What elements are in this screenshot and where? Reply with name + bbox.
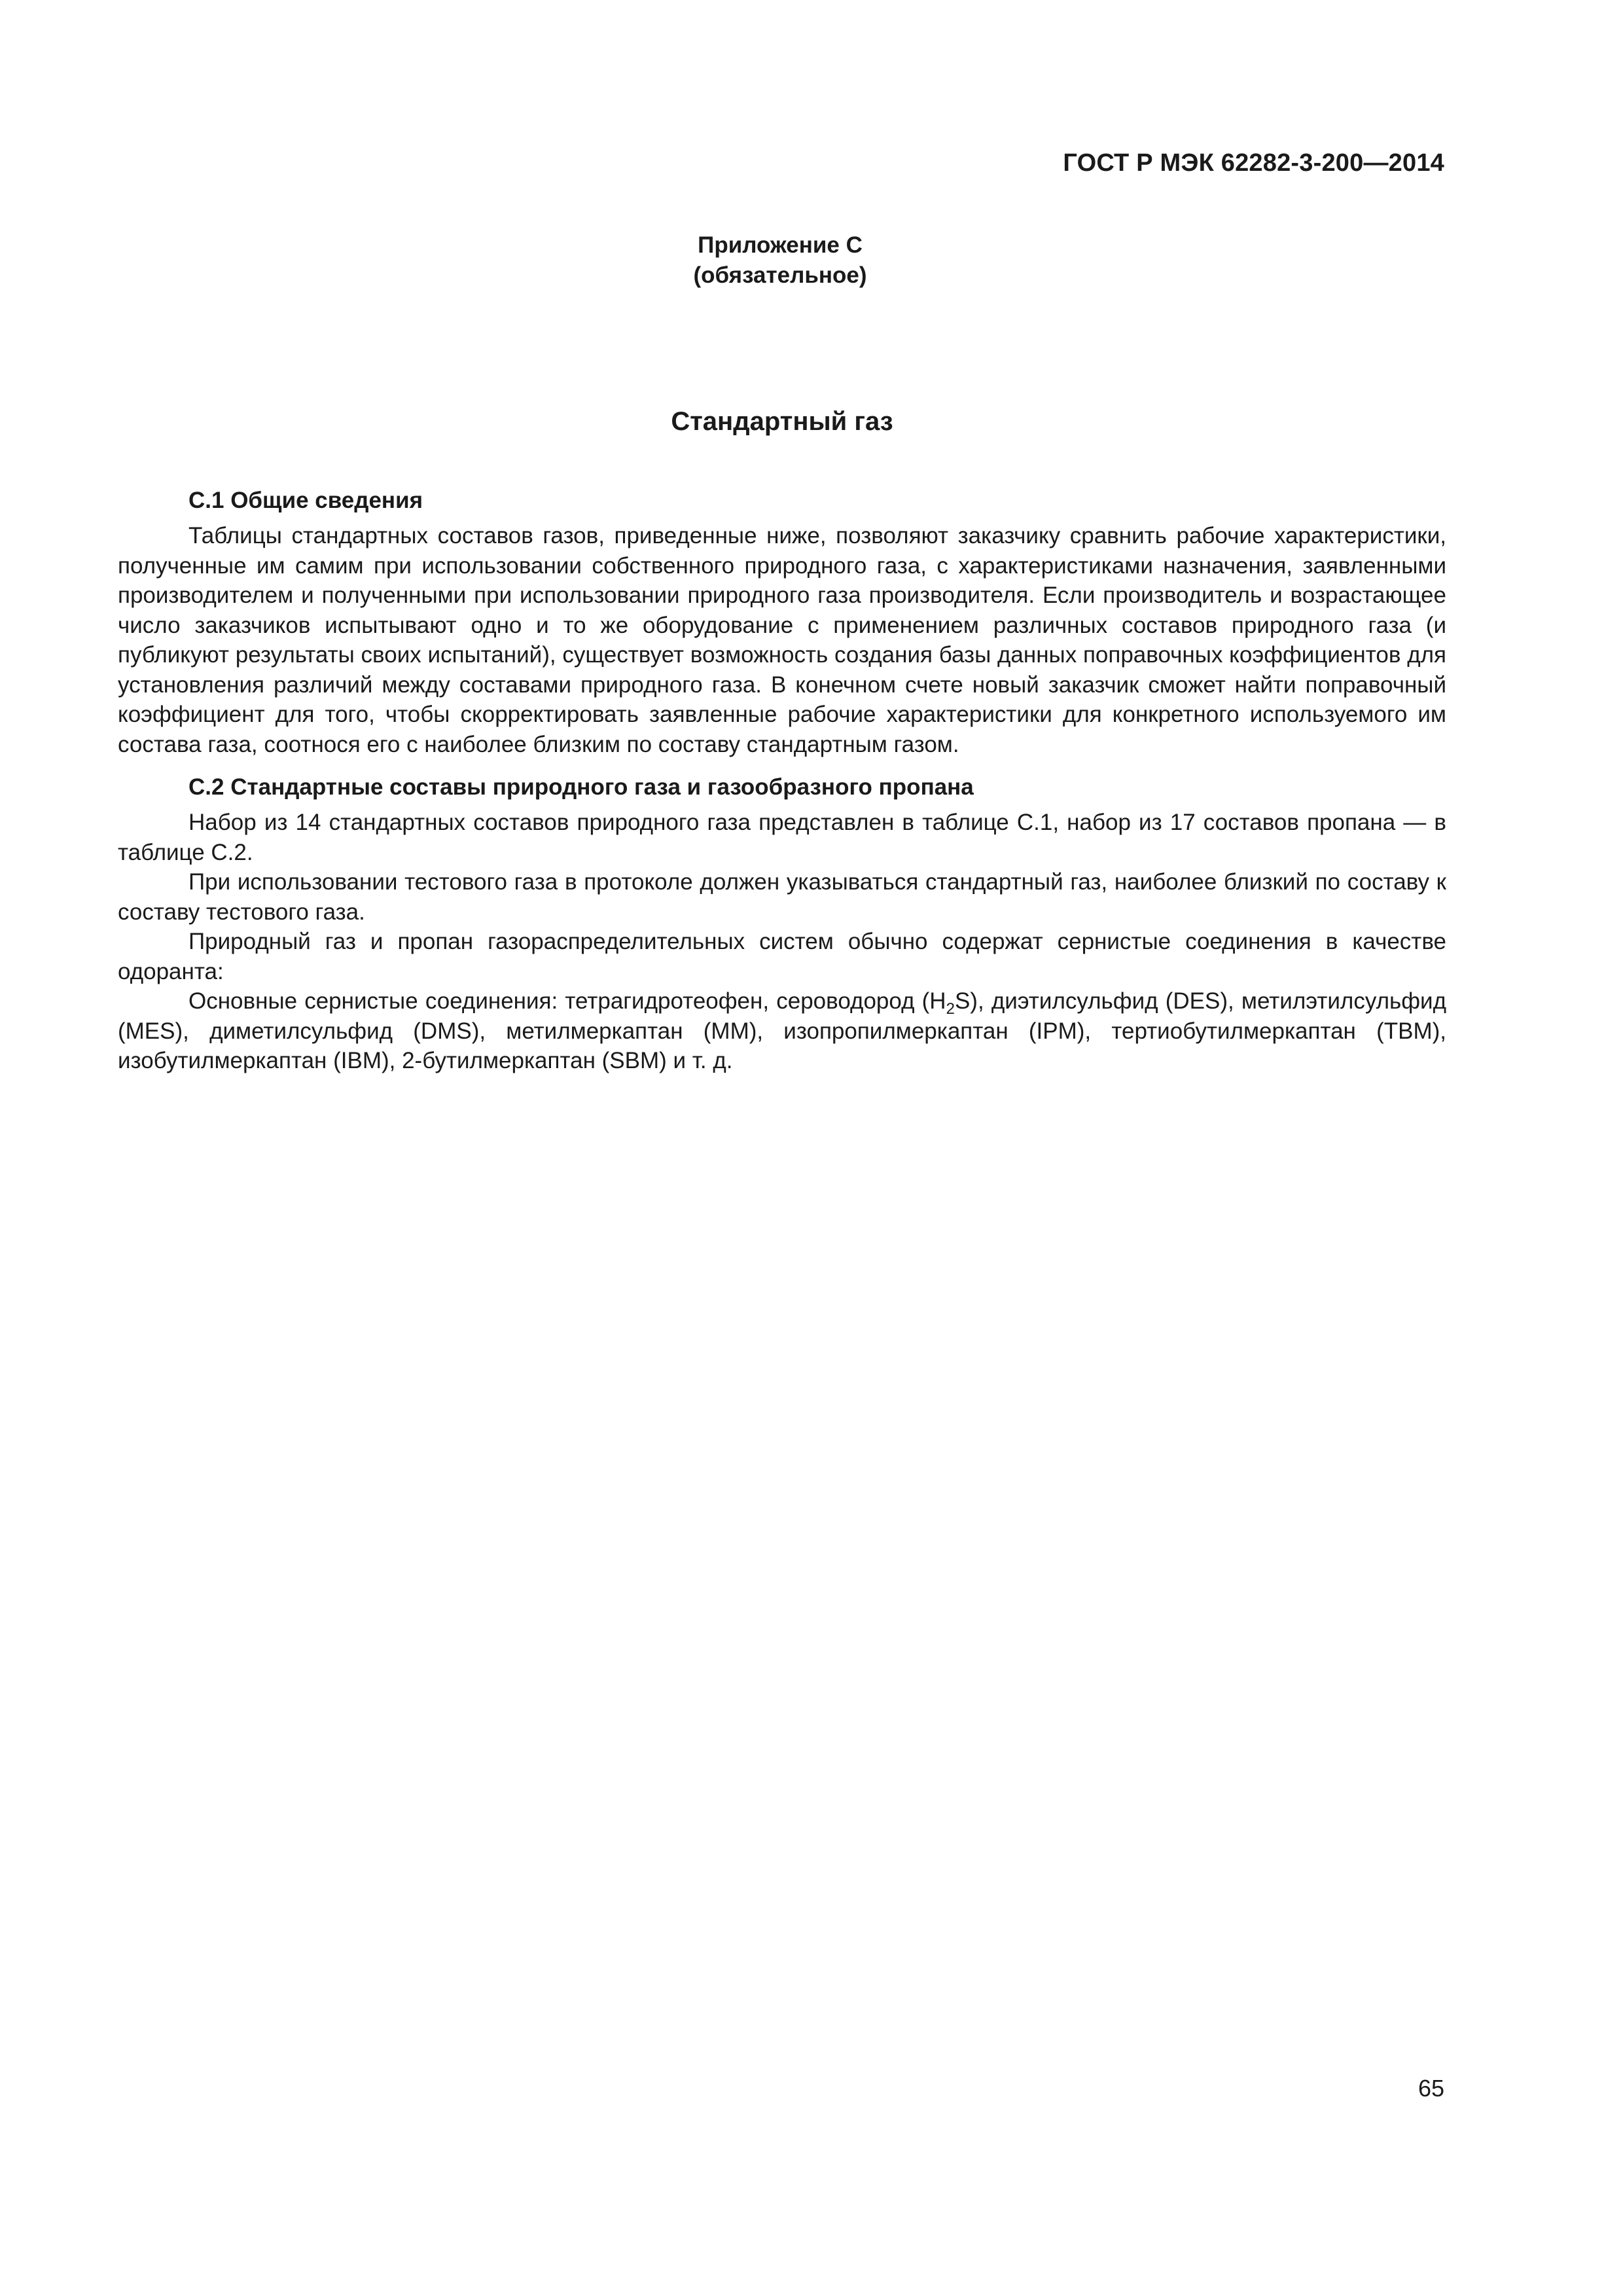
document-body (118, 486, 1446, 1076)
appendix-label: Приложение С (698, 232, 863, 258)
appendix-status: (обязательное) (693, 262, 867, 288)
page-title: Стандартный газ (671, 407, 893, 436)
text-fragment: S), диэтилсульфид (DES), метилэтилсульфид (MES), диметилсульфид (DMS), метилмеркаптан (MM), изопропилмеркаптан (IPM), тертиобутилмеркаптан (TBM), изобутилмеркаптан (IBM), 2-бутилмеркаптан (SBM) и т. д. (118, 988, 1447, 1073)
subscript: 2 (946, 1000, 955, 1018)
paragraph: Набор из 14 стандартных составов природного газа представлен в таблице С.1, набор из 17 составов пропана — в таблице С.2. (118, 810, 1446, 865)
paragraph: Таблицы стандартных составов газов, приведенные ниже, позволяют заказчику сравнить рабочие характеристики, полученные им самим при использовании собственного природного газа, с характеристиками назначения, заявленными производителем и полученными при использовании природного газа производителя. Если производитель и возрастающее число заказчиков испытывают одно и то же оборудование с применением различных составов природного газа (и публикуют результаты своих испытаний), существует возможность создания базы данных поправочных коэффициентов для установления различий между составами природного газа. В конечном счете новый заказчик сможет найти поправочный коэффициент для того, чтобы скорректировать заявленные рабочие характеристики для конкретного используемого им состава газа, соотнося его с наиболее близким по составу стандартным газом. (118, 523, 1446, 757)
paragraph: При использовании тестового газа в протоколе должен указываться стандартный газ, наиболее близкий по составу к составу тестового газа. (118, 869, 1446, 925)
section-heading-c1: С.1 Общие сведения (188, 488, 423, 513)
document-code: ГОСТ Р МЭК 62282-3-200—2014 (1063, 149, 1444, 177)
paragraph-sulfur-compounds (118, 986, 1446, 1076)
page-number: 65 (1418, 2075, 1444, 2102)
paragraph: Природный газ и пропан газораспределительных систем обычно содержат сернистые соединения в качестве одоранта: (118, 929, 1446, 984)
section-heading-c2: С.2 Стандартные составы природного газа и газообразного пропана (188, 774, 974, 800)
appendix-heading (0, 230, 1560, 291)
text-fragment: Основные сернистые соединения: тетрагидротеофен, сероводород (H (188, 988, 946, 1014)
